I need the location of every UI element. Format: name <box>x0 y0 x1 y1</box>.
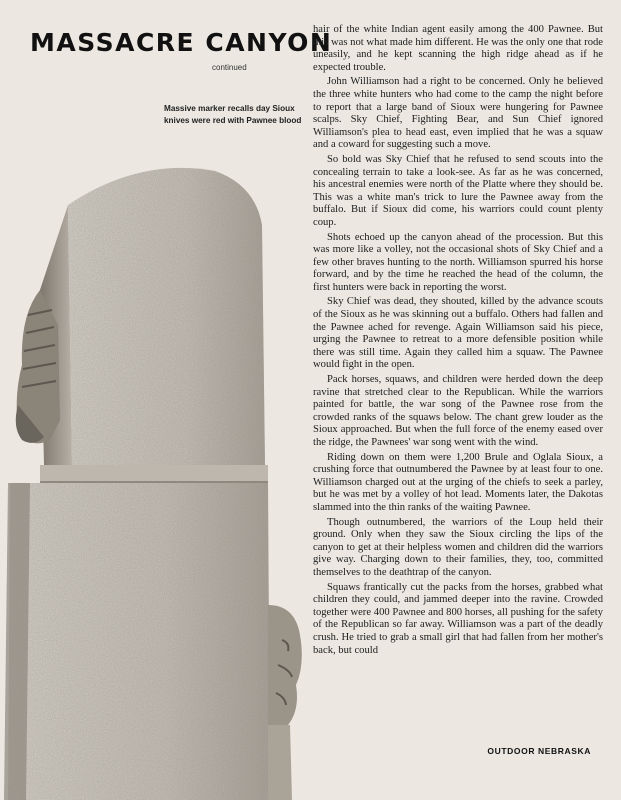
article-paragraph: Shots echoed up the canyon ahead of the procession. But this was more like a volley, not the occasional shots of Sky Chief and a few other braves hunting to the north. Williamson spurred his horse forward, and by the time he reached the head of the column, the first hunters were back in reporting the worst. <box>313 231 603 293</box>
article-paragraph: Riding down on them were 1,200 Brule and Oglala Sioux, a crushing force that outnumbered the Pawnee by at least four to one. Williamson charged out at the urging of the chiefs to seek a parley, but he was met by a volley of hot lead. Moments later, the Dakotas slammed into the thin ranks of the waiting Pawnee. <box>313 451 603 513</box>
continued-label: continued <box>212 63 247 72</box>
publication-footer: OUTDOOR NEBRASKA <box>487 746 591 756</box>
article-paragraph: Sky Chief was dead, they shouted, killed by the advance scouts of the Sioux as he was skinning out a buffalo. Others had fallen and the Pawnee ached for revenge. Again Williamson said his piece, urging the Pawnee to retreat to a more defensible position while there was still time. Again they called him a squaw. The Pawnee would fight in the open. <box>313 296 603 371</box>
headline: MASSACRE CANYON <box>30 28 333 57</box>
article-paragraph: Though outnumbered, the warriors of the Loup held their ground. Only when they saw the Sioux circling the lips of the canyon to get at their helpless women and children did the warriors give way. Charging down to their families, they, too, committed themselves to the deathtrap of the canyon. <box>313 516 603 578</box>
monument-photo <box>0 165 312 800</box>
article-paragraph: Pack horses, squaws, and children were herded down the deep ravine that stretched clear to the Republican. While the warriors painted for battle, the war song of the Pawnee rose from the crowded ranks of the squaws below. The chant grew louder as the Sioux approached. But when the full force of the enemy eased over the ridge, the Pawnees' war song went with the wind. <box>313 374 603 448</box>
article-body <box>313 24 603 659</box>
article-paragraph: Squaws frantically cut the packs from the horses, grabbed what children they could, and jammed deeper into the ravine. Crowded together were 400 Pawnee and 800 horses, all pushing for the safety of the Republican so far away. Williamson was a part of the deadly crush. He tried to grab a small girl that had fallen from her mother's back, but could <box>313 581 603 656</box>
article-paragraph: hair of the white Indian agent easily among the 400 Pawnee. But this was not what made him different. He was the only one that rode uneasily, and he kept scanning the high ridge ahead as if he expected trouble. <box>313 24 603 73</box>
photo-caption: Massive marker recalls day Sioux knives were red with Pawnee blood <box>164 104 302 125</box>
article-paragraph: John Williamson had a right to be concerned. Only he believed the three white hunters who had come to the camp the night before to report that a large band of Sioux were hungering for Pawnee scalps. Sky Chief, Fighting Bear, and Sun Chief ignored Williamson's plea to head east, even implied that he was a squaw and a coward for suggesting such a move. <box>313 76 603 151</box>
article-paragraph: So bold was Sky Chief that he refused to send scouts into the concealing terrain to take a look-see. As far as he was concerned, his ancestral enemies were north of the Platte where they should be. This was a white man's trick to lure the Pawnee away from the buffalo. But if Sioux did come, his warriors could count plenty coup. <box>313 153 603 228</box>
